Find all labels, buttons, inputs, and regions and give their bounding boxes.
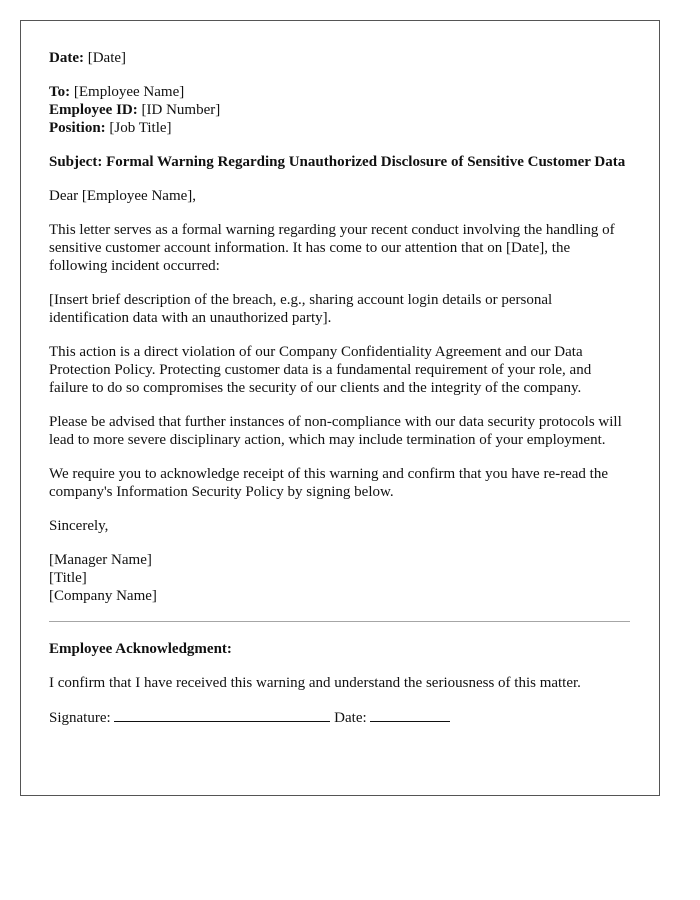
- signatory-company: [Company Name]: [49, 588, 157, 604]
- signatory-title: [Title]: [49, 570, 87, 586]
- recipient-block: [49, 83, 630, 137]
- subject-line: [49, 153, 630, 171]
- employee-id-line: [49, 101, 630, 119]
- date-value: [Date]: [87, 50, 127, 66]
- subject-text: Subject: Formal Warning Regarding Unauthorized Disclosure of Sensitive Customer Data: [49, 154, 626, 170]
- ack-date-label: Date:: [334, 710, 367, 726]
- employee-id-value: [ID Number]: [141, 102, 221, 118]
- paragraph-violation: This action is a direct violation of our Company Confidentiality Agreement and our Data Protection Policy. Protecting customer data is a fundamental requirement of your role, and failure to do so compromises the security of our clients and the integrity of the company.: [49, 344, 592, 396]
- acknowledgment-statement: I confirm that I have received this warning and understand the seriousness of this matter.: [49, 675, 581, 691]
- paragraph-intro: This letter serves as a formal warning regarding your recent conduct involving the handling of sensitive customer account information. It has come to our attention that on [Date], the following incident occurred:: [49, 222, 615, 274]
- date-label: Date:: [49, 50, 84, 66]
- salutation: Dear [Employee Name],: [49, 188, 197, 204]
- acknowledgment-heading-text: Employee Acknowledgment:: [49, 641, 232, 657]
- date-line: [49, 49, 630, 67]
- position-value: [Job Title]: [109, 120, 172, 136]
- position-label: Position:: [49, 120, 106, 136]
- paragraph-incident: [Insert brief description of the breach, e.g., sharing account login details or personal identification data with an unauthorized party].: [49, 292, 553, 326]
- position-line: [49, 119, 630, 137]
- to-value: [Employee Name]: [73, 84, 185, 100]
- signatory-name: [Manager Name]: [49, 552, 152, 568]
- signature-row: [49, 708, 630, 727]
- section-divider: [49, 621, 630, 622]
- ack-date-field[interactable]: [370, 708, 450, 722]
- warning-letter: [20, 20, 660, 796]
- paragraph-consequences: Please be advised that further instances of non-compliance with our data security protocols will lead to more severe disciplinary action, which may include termination of your employment.: [49, 414, 622, 448]
- signature-field[interactable]: [114, 708, 330, 722]
- signature-label: Signature:: [49, 710, 111, 726]
- to-line: [49, 83, 630, 101]
- acknowledgment-heading: [49, 640, 630, 658]
- paragraph-acknowledge-request: We require you to acknowledge receipt of this warning and confirm that you have re-read the company's Information Security Policy by signing below.: [49, 466, 608, 500]
- signatory-block: [49, 551, 630, 605]
- employee-id-label: Employee ID:: [49, 102, 138, 118]
- to-label: To:: [49, 84, 71, 100]
- closing: Sincerely,: [49, 518, 109, 534]
